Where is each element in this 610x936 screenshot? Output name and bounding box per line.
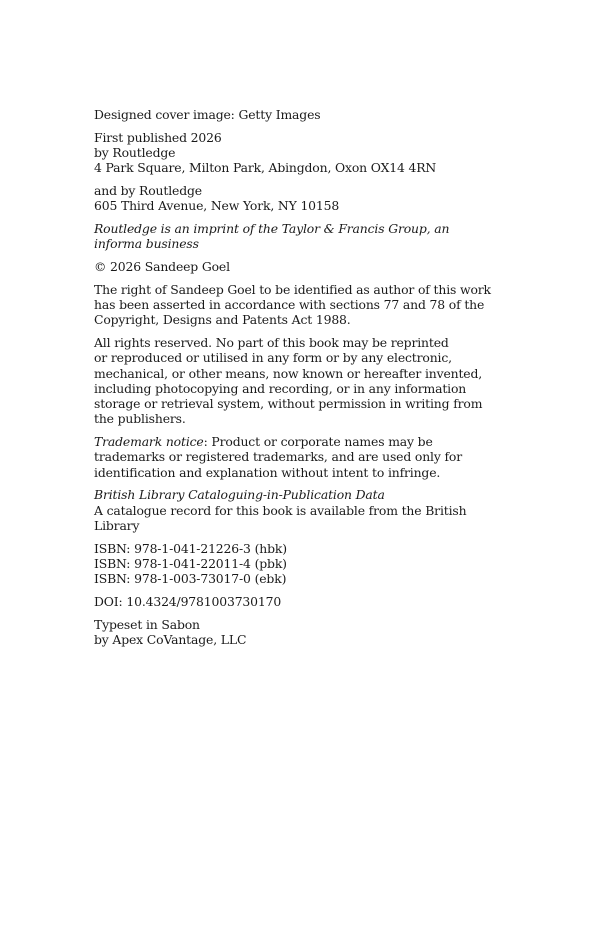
copyright-notice — [94, 259, 474, 274]
trademark-notice — [94, 434, 474, 480]
rights-reserved — [94, 334, 483, 427]
us-office — [94, 183, 474, 214]
trademark-line: identification and explanation without intent to infringe. — [94, 464, 441, 480]
us-address-line: 605 Third Avenue, New York, NY 10158 — [94, 198, 340, 214]
cover-credit-text: Designed cover image: Getty Images — [94, 107, 321, 122]
cip-line: Library — [94, 517, 140, 533]
trademark-label: Trademark notice — [94, 434, 204, 450]
typesetter-line: by Apex CoVantage, LLC — [94, 631, 247, 647]
typeset-credit — [94, 617, 474, 648]
rights-line: All rights reserved. No part of this book may be reprinted — [94, 334, 449, 350]
isbn-ebk: ISBN: 978-1-003-73017-0 (ebk) — [94, 571, 287, 587]
doi-text: DOI: 10.4324/9781003730170 — [94, 593, 282, 609]
first-published — [94, 130, 474, 176]
cip-data — [94, 487, 474, 533]
cip-heading: British Library Cataloguing-in-Publication Data — [94, 487, 385, 503]
first-published-line: First published 2026 — [94, 129, 222, 145]
rights-line: or reproduced or utilised in any form or by any electronic, — [94, 350, 452, 366]
us-publisher-line: and by Routledge — [94, 182, 202, 198]
publisher-line: by Routledge — [94, 144, 176, 160]
imprint-statement — [94, 221, 474, 252]
moral-rights-line: Copyright, Designs and Patents Act 1988. — [94, 312, 351, 328]
trademark-line — [94, 434, 474, 449]
moral-rights — [94, 281, 491, 328]
rights-line: storage or retrieval system, without permission in writing from — [94, 396, 483, 412]
rights-line: mechanical, or other means, now known or hereafter invented, — [94, 365, 483, 381]
rights-line: the publishers. — [94, 411, 186, 427]
copyright-page — [94, 107, 491, 655]
doi — [94, 594, 474, 609]
cip-line: A catalogue record for this book is available from the British — [94, 502, 467, 518]
trademark-text: : Product or corporate names may be — [203, 434, 433, 450]
isbn-list — [94, 541, 474, 587]
trademark-line: trademarks or registered trademarks, and are used only for — [94, 449, 463, 465]
isbn-hbk: ISBN: 978-1-041-21226-3 (hbk) — [94, 540, 287, 556]
moral-rights-line: The right of Sandeep Goel to be identified as author of this work — [94, 281, 491, 297]
imprint-line: informa business — [94, 236, 199, 252]
moral-rights-line: has been asserted in accordance with sections 77 and 78 of the — [94, 296, 485, 312]
typeset-line: Typeset in Sabon — [94, 616, 200, 632]
cover-credit — [94, 107, 474, 122]
imprint-line: Routledge is an imprint of the Taylor & Francis Group, an — [94, 220, 450, 236]
copyright-text: © 2026 Sandeep Goel — [94, 258, 230, 274]
isbn-pbk: ISBN: 978-1-041-22011-4 (pbk) — [94, 555, 287, 571]
rights-line: including photocopying and recording, or in any information — [94, 380, 467, 396]
uk-address-line: 4 Park Square, Milton Park, Abingdon, Oxon OX14 4RN — [94, 160, 437, 176]
